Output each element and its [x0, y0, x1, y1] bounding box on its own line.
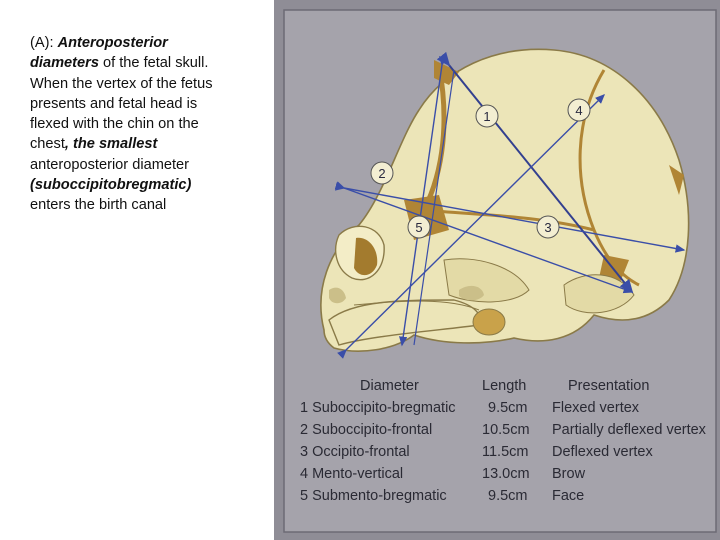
legend-row-presentation: Partially deflexed vertex [552, 422, 706, 438]
legend-header-diameter: Diameter [360, 378, 419, 394]
caption-text [30, 33, 226, 216]
legend-row-length: 11.5cm [482, 444, 529, 460]
marker-2 [371, 162, 393, 184]
legend-row-diameter: 4 Mento-vertical [300, 466, 404, 482]
marker-2-label: 2 [378, 166, 386, 181]
marker-1 [476, 105, 498, 127]
legend-row-presentation: Flexed vertex [552, 400, 640, 416]
marker-4-label: 4 [575, 103, 583, 118]
legend-row-presentation: Deflexed vertex [552, 444, 653, 460]
legend-row-length: 10.5cm [482, 422, 530, 438]
marker-3 [537, 216, 559, 238]
legend-row-diameter: 1 Suboccipito-bregmatic [300, 400, 456, 416]
marker-1-label: 1 [483, 109, 491, 124]
legend-row-diameter: 3 Occipito-frontal [300, 444, 410, 460]
legend-header-presentation: Presentation [568, 378, 650, 394]
foramen-magnum [473, 309, 505, 335]
caption-body-2: anteroposterior diameter [30, 156, 189, 173]
legend-row-length: 13.0cm [482, 466, 530, 482]
legend-row-presentation: Face [552, 488, 585, 504]
diameter-legend-table [300, 378, 720, 528]
legend-row-length: 9.5cm [488, 488, 528, 504]
marker-5-label: 5 [415, 220, 423, 235]
legend-row-length: 9.5cm [488, 400, 528, 416]
skull-diagram-photo [274, 0, 720, 540]
marker-5 [408, 216, 430, 238]
legend-row-diameter: 2 Suboccipito-frontal [300, 422, 433, 438]
caption-term-smallest: , the smallest [64, 136, 158, 153]
caption-prefix: (A): [30, 35, 58, 51]
caption-term-suboccipitobregmatic: (suboccipitobregmatic) [30, 177, 192, 194]
legend-row-diameter: 5 Submento-bregmatic [300, 488, 447, 504]
caption-body-1: of the fetal skull. When the vertex of the fetus presents and fetal head is flexed with the chin on the chest [30, 55, 213, 153]
caption-term-anteroposterior: Anteroposterior diameters [30, 35, 168, 72]
marker-4 [568, 99, 590, 121]
marker-3-label: 3 [544, 220, 552, 235]
legend-header-length: Length [482, 378, 527, 394]
legend-row-presentation: Brow [552, 466, 586, 482]
caption-body-3: enters the birth canal [30, 197, 167, 214]
